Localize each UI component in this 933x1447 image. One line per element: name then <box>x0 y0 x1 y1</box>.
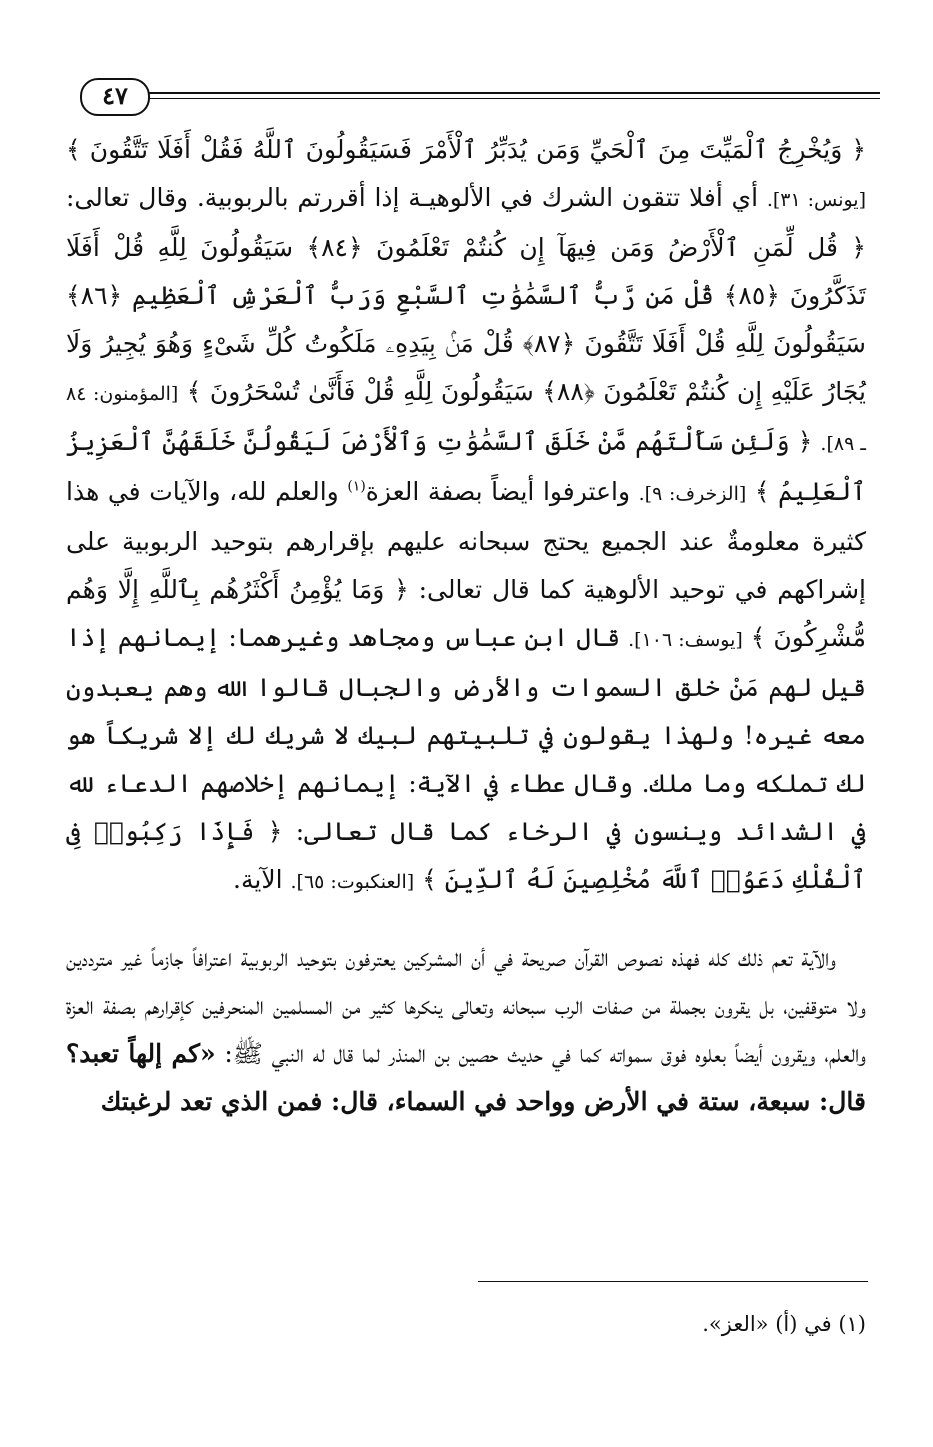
verse-reference: [الزخرف: ٩]. <box>638 483 747 505</box>
paragraph-1 <box>66 126 866 906</box>
commentary-text: الآية. <box>233 865 291 894</box>
quran-verse-muminun: ﴿ قُل لِّمَنِ ٱلْأَرْضُ وَمَن فِيهَآ إِن كُنتُمْ تَعْلَمُونَ ﴿٨٤﴾ سَيَقُولُونَ لِلَّهِ قُلْ أَفَلَا تَذَكَّرُونَ ﴿٨٥﴾ قُلْ مَن رَّبُّ ٱلسَّمَٰوَٰتِ ٱلسَّبْعِ وَرَبُّ ٱلْعَرْشِ ٱلْعَظِيمِ ﴿٨٦﴾ سَيَقُولُونَ لِلَّهِ قُلْ أَفَلَا تَتَّقُونَ ﴿٨٧﴾ قُلْ مَنۢ بِيَدِهِۦ مَلَكُوتُ كُلِّ شَىْءٍ وَهُوَ يُجِيرُ وَلَا يُجَارُ عَلَيْهِ إِن كُنتُمْ تَعْلَمُونَ ﴿٨٨﴾ سَيَقُولُونَ لِلَّهِ قُلْ فَأَنَّىٰ تُسْحَرُونَ ﴾ <box>66 233 867 406</box>
footnote: (١) في (أ) «العز». <box>702 1312 866 1336</box>
paragraph-2 <box>66 934 866 1126</box>
commentary-text: قال ابن عباس ومجاهد وغيرهما: إيمانهم إذا قيل لهم مَنْ خلق السموات والأرض والجبال قالوا الله وهم يعبدون معه غيره! ولهذا يقولون في تلبيتهم لبيك لا شريك لك إلا شريكاً هو لك تملكه وما ملك. وقال عطاء في الآية: إيمانهم إخلاصهم الدعاء لله في الشدائد وينسون في الرخاء كما قال تعالى: <box>66 623 866 846</box>
verse-reference: [العنكبوت: ٦٥]. <box>290 871 415 893</box>
quran-verse-yunus: ﴿ وَيُخْرِجُ ٱلْمَيِّتَ مِنَ ٱلْحَيِّ وَمَن يُدَبِّرُ ٱلْأَمْرَ فَسَيَقُولُونَ ٱللَّهُ فَقُلْ أَفَلَا تَتَّقُونَ ﴾ <box>66 135 866 164</box>
main-text <box>66 126 866 1126</box>
paragraph-2-text: والآية تعم ذلك كله فهذه نصوص القرآن صريحة في أن المشركين يعترفون بتوحيد الربوبية اعترافاً جازماً غير مترددين ولا متوقفين، بل يقرون بجملة من صفات الرب سبحانه وتعالى ينكرها كثير من المسلمين المنحرفين كإقرارهم بصفة العزة والعلم، ويقرون أيضاً بعلوه فوق سمواته كما في حديث حصين بن المنذر لما قال له النبي ﷺ: <box>66 943 866 1068</box>
commentary-text: والعلم لله، والآيات في هذا كثيرة معلومةٌ عند الجميع يحتج سبحانه عليهم بإقرارهم بتوحيد الربوبية على إشراكهم في توحيد الألوهية كما قال تعالى: <box>66 477 866 604</box>
quran-verse-zukhruf: ﴿ وَلَئِن سَأَلْتَهُم مَّنْ خَلَقَ ٱلسَّمَٰوَٰتِ وَٱلْأَرْضَ لَيَقُولُنَّ خَلَقَهُنَّ ٱلْعَزِيزُ ٱلْعَلِيمُ ﴾ <box>66 427 866 506</box>
verse-reference: [يونس: ٣١]. <box>766 189 867 211</box>
footnote-marker[interactable]: (١) <box>347 478 366 495</box>
header-rule-thin <box>140 98 880 99</box>
verse-reference: [يوسف: ١٠٦]. <box>628 629 743 651</box>
verse-reference: [المؤمنون: ٨٤ ـ ٨٩]. <box>66 383 866 455</box>
quran-verse-yusuf: ﴿ وَمَا يُؤْمِنُ أَكْثَرُهُم بِٱللَّهِ إِلَّا وَهُم مُّشْرِكُونَ ﴾ <box>66 575 866 652</box>
hadith-quote: «كم إلهاً تعبد؟ قال: سبعة، ستة في الأرض وواحد في السماء، قال: فمن الذي تعد لرغبتك <box>66 1039 866 1116</box>
header-rule <box>140 92 880 94</box>
commentary-text: أي أفلا تتقون الشرك في الألوهيـة إذا أقررتم بالربوبية. وقال تعالى: <box>66 183 767 212</box>
footnote-divider <box>478 1281 868 1282</box>
page-number: ٤٧ <box>80 78 150 116</box>
quran-verse-ankabut: ﴿ فَإِذَا رَكِبُوا۟ فِى ٱلْفُلْكِ دَعَوُا۟ ٱللَّهَ مُخْلِصِينَ لَهُ ٱلدِّينَ ﴾ <box>66 817 866 894</box>
page-header <box>80 78 880 124</box>
commentary-text: واعترفوا أيضاً بصفة العزة <box>365 477 639 506</box>
